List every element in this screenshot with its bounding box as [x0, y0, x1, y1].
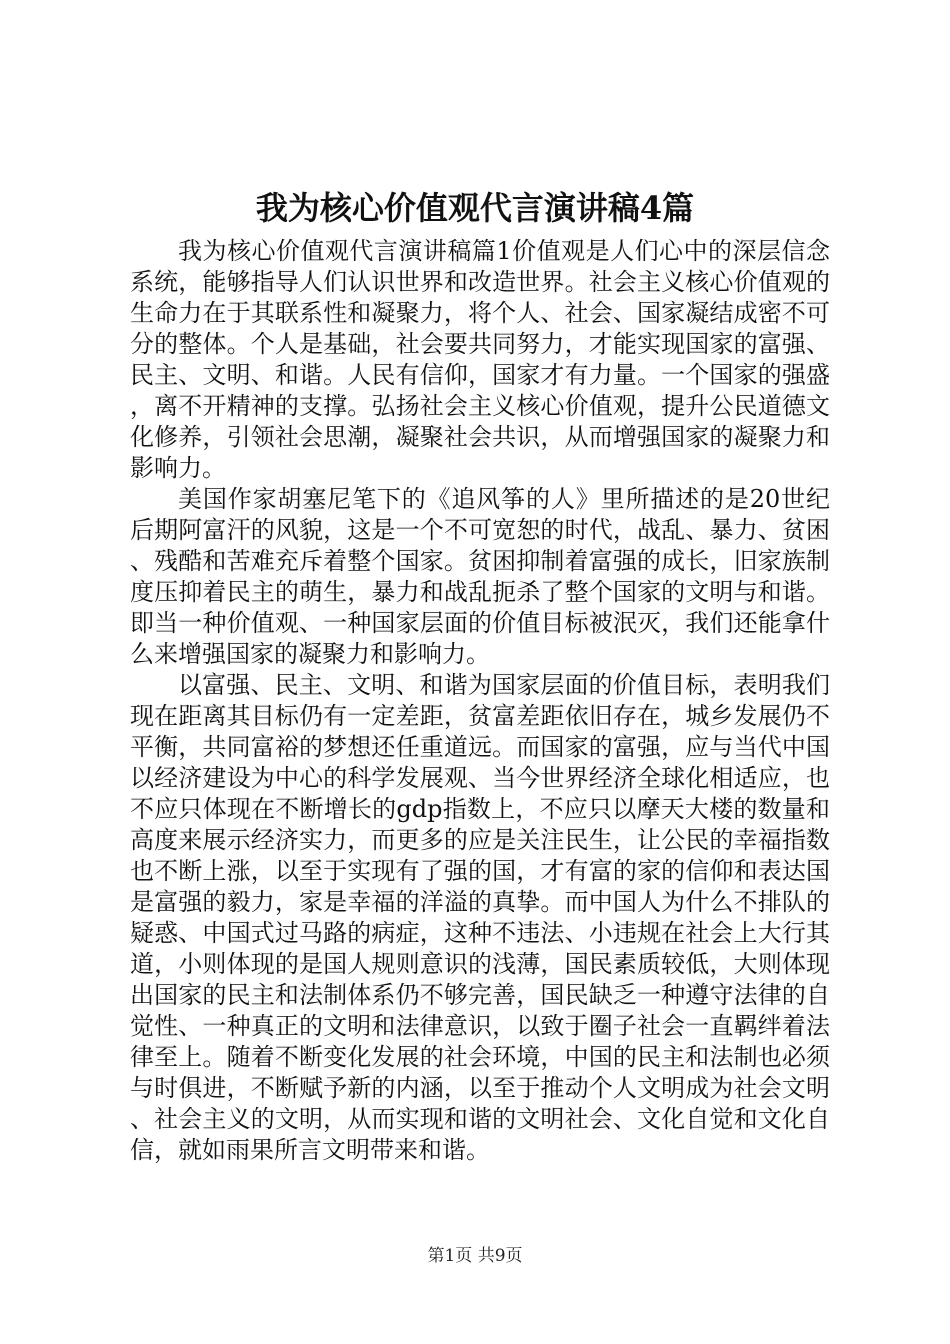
body-paragraph-2: 美国作家胡塞尼笔下的《追风筝的人》里所描述的是20世纪后期阿富汗的风貌，这是一个不可宽恕的时代，战乱、暴力、贫困、残酷和苦难充斥着整个国家。贫困抑制着富强的成长，旧家族制度压抑着民主的萌生，暴力和战乱扼杀了整个国家的文明与和谐。即当一种价值观、一种国家层面的价值目标被泯灭，我们还能拿什么来增强国家的凝聚力和影响力。: [130, 485, 830, 668]
page-number-footer: 第1页 共9页: [427, 1246, 523, 1266]
document-title: 我为核心价值观代言演讲稿4篇: [255, 189, 695, 227]
document-body: [130, 236, 830, 1166]
body-paragraph-3: 以富强、民主、文明、和谐为国家层面的价值目标，表明我们现在距离其目标仍有一定差距，贫富差距依旧存在，城乡发展仍不平衡，共同富裕的梦想还任重道远。而国家的富强，应与当代中国以经济建设为中心的科学发展观、当今世界经济全球化相适应，也不应只体现在不断增长的gdp指数上，不应只以摩天大楼的数量和高度来展示经济实力，而更多的应是关注民生，让公民的幸福指数也不断上涨，以至于实现有了强的国，才有富的家的信仰和表达国是富强的毅力，家是幸福的洋溢的真挚。而中国人为什么不排队的疑惑、中国式过马路的病症，这种不违法、小违规在社会上大行其道，小则体现的是国人规则意识的浅薄，国民素质较低，大则体现出国家的民主和法制体系仍不够完善，国民缺乏一种遵守法律的自觉性、一种真正的文明和法律意识，以致于圈子社会一直羁绊着法律至上。随着不断变化发展的社会环境，中国的民主和法制也必须与时俱进，不断赋予新的内涵，以至于推动个人文明成为社会文明、社会主义的文明，从而实现和谐的文明社会、文化自觉和文化自信，就如雨果所言文明带来和谐。: [130, 671, 830, 1164]
body-paragraph-1: 我为核心价值观代言演讲稿篇1价值观是人们心中的深层信念系统，能够指导人们认识世界和改造世界。社会主义核心价值观的生命力在于其联系性和凝聚力，将个人、社会、国家凝结成密不可分的整体。个人是基础，社会要共同努力，才能实现国家的富强、民主、文明、和谐。人民有信仰，国家才有力量。一个国家的强盛，离不开精神的支撑。弘扬社会主义核心价值观，提升公民道德文化修养，引领社会思潮，凝聚社会共识，从而增强国家的凝聚力和影响力。: [130, 237, 830, 482]
